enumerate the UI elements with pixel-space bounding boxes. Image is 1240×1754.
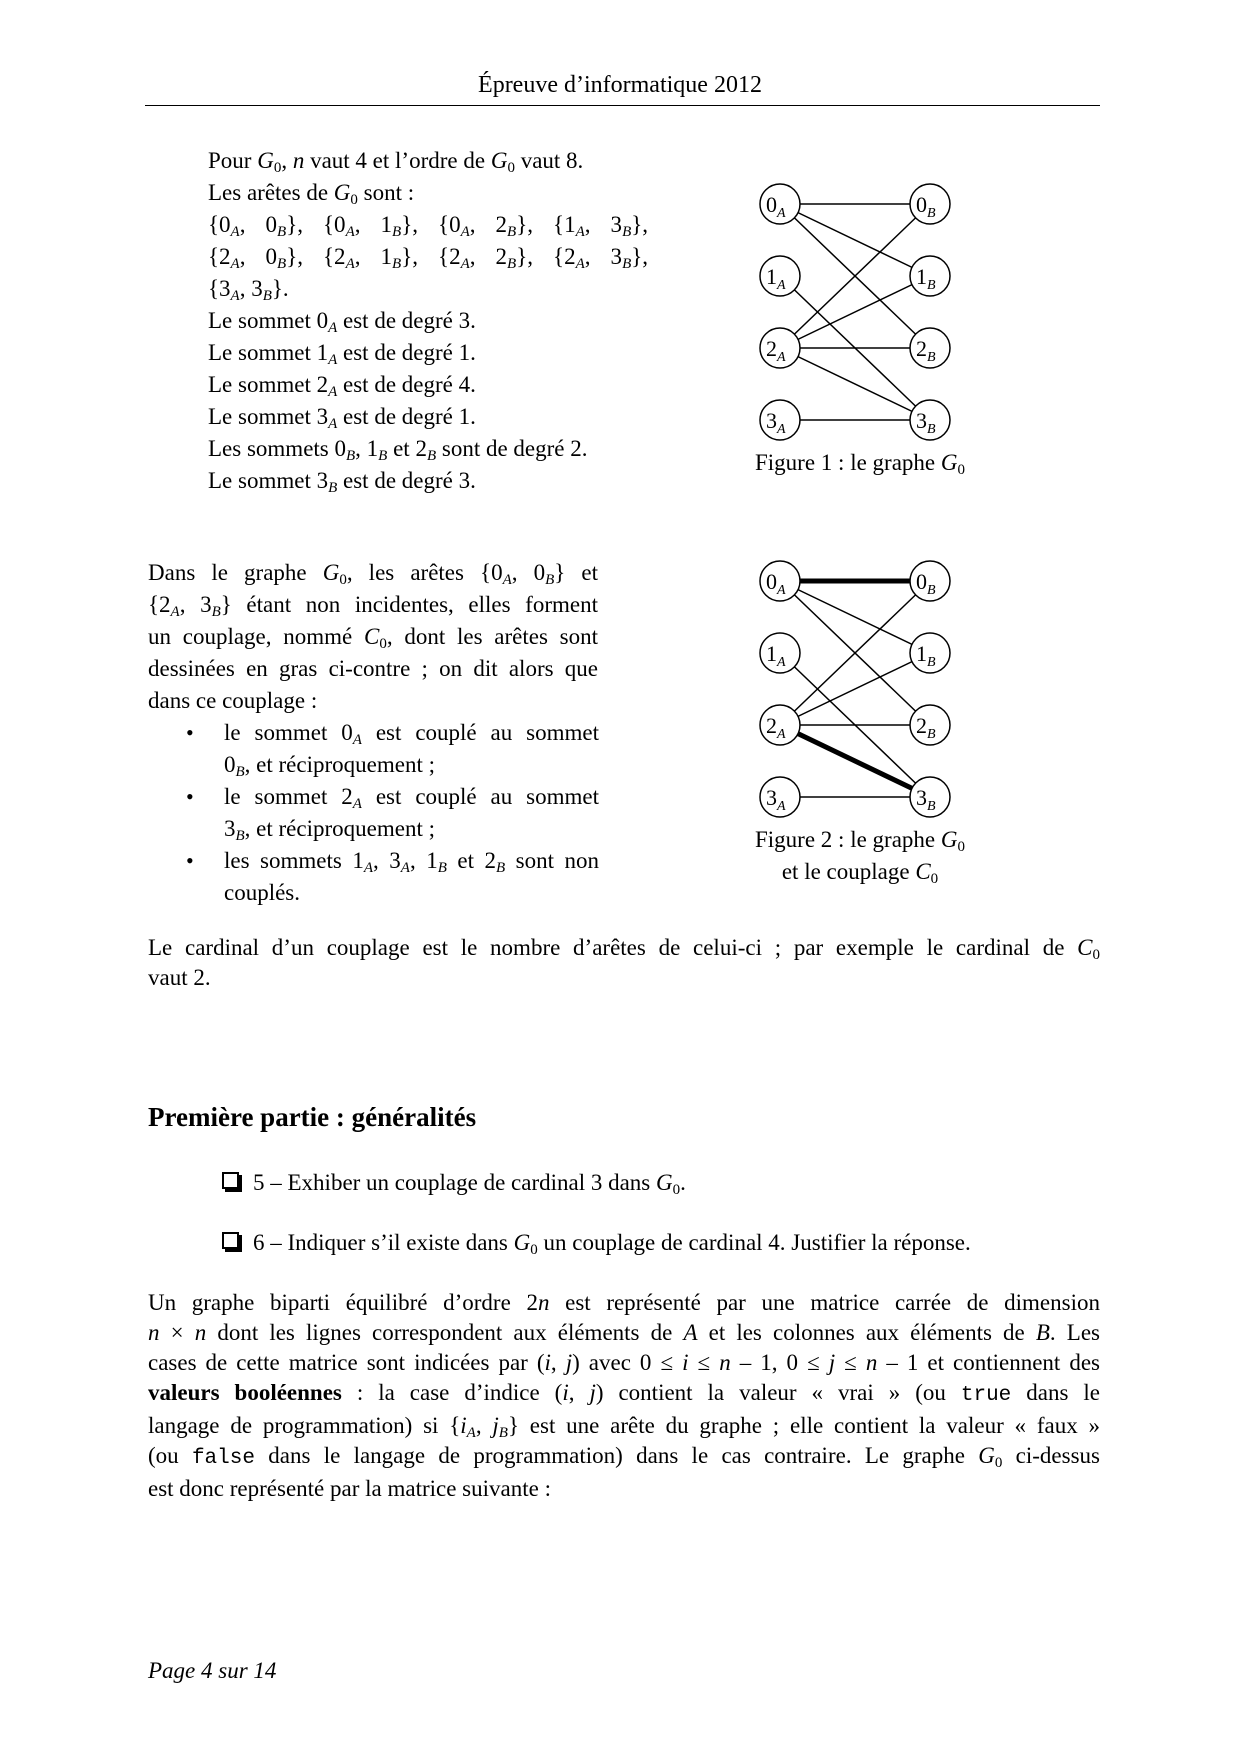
bullet-3-line-1: les sommets $1_A$, $3_A$, $1_B$ et $2_B$ sont non: [224, 848, 600, 876]
cardinal-line-1: Le cardinal d’un couplage est le nombre d’arêtes de celui-ci ; par exemple le cardinal de $C_0$: [148, 935, 1100, 963]
node-2a-label: $2_A$: [766, 713, 786, 742]
checkbox-icon: [222, 1172, 239, 1189]
matching-intro-line-2: {$2_A$, $3_B$} étant non incidentes, elles forment: [148, 592, 598, 620]
edge-2a-1b: [780, 276, 930, 348]
header-rule: [145, 105, 1100, 106]
bullet-3-symbol: •: [186, 848, 194, 873]
node-3a-label: $3_A$: [766, 785, 786, 814]
matrix-line-1: Un graphe biparti équilibré d’ordre 2n est représenté par une matrice carrée de dimension: [148, 1290, 1100, 1315]
node-3b-label: $3_B$: [916, 785, 936, 814]
figure-2-graph: [740, 547, 980, 837]
matching-intro-line-5: dans ce couplage :: [148, 688, 318, 713]
matrix-line-5: langage de programmation) si {$i_A$, $j_B$} est une arête du graphe ; elle contient la valeur « faux »: [148, 1413, 1101, 1441]
matching-intro-line-4: dessinées en gras ci-contre ; on dit alors que: [148, 656, 598, 681]
node-0b-label: $0_B$: [916, 192, 936, 221]
bullet-1-line-2: $0_B$, et réciproquement ;: [224, 752, 435, 780]
bullet-2-line-1: le sommet $2_A$ est couplé au sommet: [224, 784, 599, 812]
matched-edge-2a-3b: [780, 725, 930, 797]
degree-line-1a: Le sommet $1_A$ est de degré 1.: [208, 340, 476, 368]
page-header-title: Épreuve d’informatique 2012: [478, 72, 762, 98]
node-3a-label: $3_A$: [766, 408, 786, 437]
edge-2a-1b: [780, 653, 930, 725]
degree-line-2a: Le sommet $2_A$ est de degré 4.: [208, 372, 476, 400]
figure-2-caption-line-2: et le couplage $C_0$: [781, 859, 939, 887]
degree-line-3b: Le sommet $3_B$ est de degré 3.: [208, 468, 476, 496]
figure-2-caption-line-1: Figure 2 : le graphe $G_0$: [755, 827, 965, 855]
node-1a-label: $1_A$: [766, 264, 786, 293]
edge-2a-3b: [780, 348, 930, 420]
g0-intro-line: Pour $G_0$, n vaut 4 et l’ordre de $G_0$ vaut 8.: [208, 148, 584, 176]
node-2a-label: $2_A$: [766, 336, 786, 365]
edges-list-line-1: {$0_A$, $0_B$}, {$0_A$, $1_B$}, {$0_A$, $2_B$}, {$1_A$, $3_B$},: [208, 212, 649, 240]
edges-intro-line: Les arêtes de $G_0$ sont :: [208, 180, 415, 208]
matrix-line-3: cases de cette matrice sont indicées par (i, j) avec 0 ≤ i ≤ n – 1, 0 ≤ j ≤ n – 1 et contiennent des: [148, 1350, 1101, 1375]
node-0a-label: $0_A$: [766, 192, 786, 221]
edge-0a-1b: [780, 581, 930, 653]
bullet-1-line-1: le sommet $0_A$ est couplé au sommet: [224, 720, 599, 748]
matrix-paragraph: [148, 1288, 1100, 1504]
degree-line-3a: Le sommet $3_A$ est de degré 1.: [208, 404, 476, 432]
node-0a-label: $0_A$: [766, 569, 786, 598]
node-3b-label: $3_B$: [916, 408, 936, 437]
node-1b-label: $1_B$: [916, 641, 936, 670]
matrix-line-2: n × n dont les lignes correspondent aux éléments de A et les colonnes aux éléments de B. Les: [148, 1320, 1100, 1345]
page-number: Page 4 sur 14: [148, 1658, 277, 1683]
question-5: 5 – Exhiber un couplage de cardinal 3 dans $G_0$.: [222, 1167, 686, 1199]
bullet-1-symbol: •: [186, 720, 194, 745]
matrix-line-6: (ou false dans le langage de programmation) dans le cas contraire. Le graphe $G_0$ ci-dessus: [148, 1443, 1100, 1471]
figure-1-caption: Figure 1 : le graphe $G_0$: [755, 450, 965, 478]
section-heading: Première partie : généralités: [148, 1102, 477, 1132]
cardinal-line-2: vaut 2.: [148, 965, 211, 990]
question-6: 6 – Indiquer s’il existe dans $G_0$ un couplage de cardinal 4. Justifier la réponse.: [222, 1227, 971, 1259]
matching-intro-line-1: Dans le graphe $G_0$, les arêtes {$0_A$, $0_B$} et: [148, 560, 598, 588]
node-1a-label: $1_A$: [766, 641, 786, 670]
node-1b-label: $1_B$: [916, 264, 936, 293]
node-2b-label: $2_B$: [916, 713, 936, 742]
degree-line-b: Les sommets $0_B$, $1_B$ et $2_B$ sont de degré 2.: [208, 436, 588, 464]
matching-intro-line-3: un couplage, nommé $C_0$, dont les arêtes sont: [148, 624, 598, 652]
matrix-line-4: valeurs booléennes : la case d’indice (i, j) contient la valeur « vrai » (ou true dans le: [148, 1380, 1101, 1407]
matrix-line-7: est donc représenté par la matrice suivante :: [148, 1476, 551, 1501]
node-2b-label: $2_B$: [916, 336, 936, 365]
edges-list-line-2: {$2_A$, $0_B$}, {$2_A$, $1_B$}, {$2_A$, $2_B$}, {$2_A$, $3_B$},: [208, 244, 649, 272]
degree-line-0a: Le sommet $0_A$ est de degré 3.: [208, 308, 476, 336]
node-0b-label: $0_B$: [916, 569, 936, 598]
bullet-3-line-2: couplés.: [224, 880, 301, 905]
edges-list-line-3: {$3_A$, $3_B$}.: [208, 276, 289, 304]
bullet-2-symbol: •: [186, 784, 194, 809]
edge-0a-1b: [780, 204, 930, 276]
figure-1-graph: [740, 170, 980, 460]
bullet-2-line-2: $3_B$, et réciproquement ;: [224, 816, 435, 844]
checkbox-icon: [222, 1232, 239, 1249]
